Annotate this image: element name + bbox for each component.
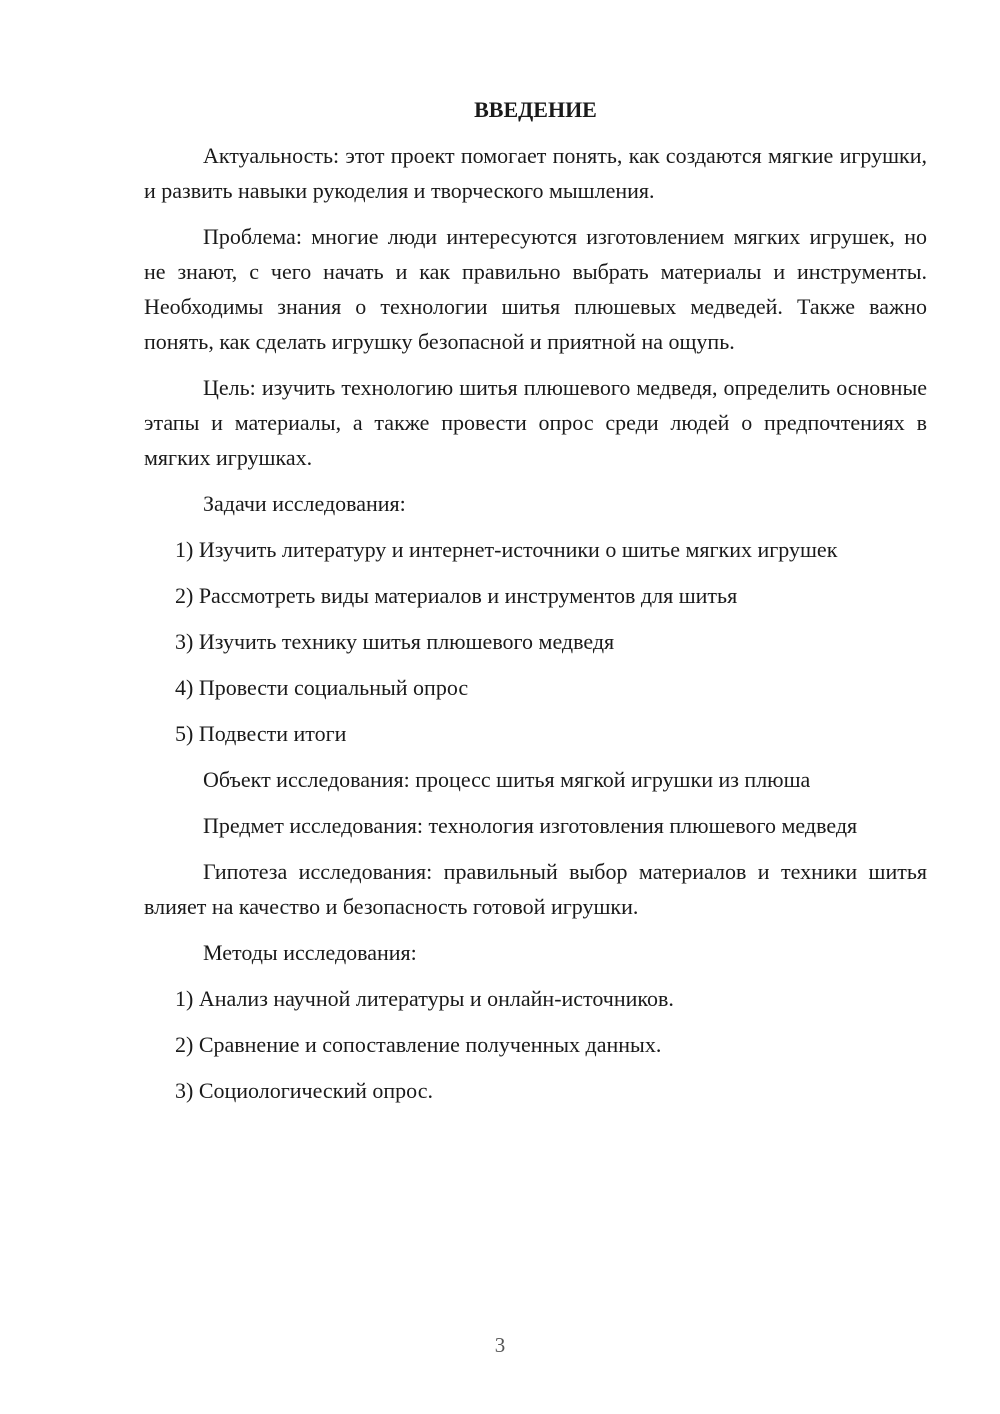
tasks-list	[144, 532, 927, 751]
methods-heading: Методы исследования:	[203, 940, 417, 965]
relevance-paragraph: Актуальность: этот проект помогает понять, как создаются мягкие игрушки, и развить навыки рукоделия и творческого мышления.	[144, 143, 927, 203]
object-line: Объект исследования: процесс шитья мягкой игрушки из плюша	[203, 767, 811, 792]
list-item: 4) Провести социальный опрос	[175, 675, 469, 700]
list-item: 5) Подвести итоги	[175, 721, 347, 746]
hypothesis-paragraph: Гипотеза исследования: правильный выбор материалов и техники шитья влияет на качество и безопасность готовой игрушки.	[144, 859, 927, 919]
methods-list	[144, 981, 927, 1108]
problem-paragraph: Проблема: многие люди интересуются изготовлением мягких игрушек, но не знают, с чего начать и как правильно выбрать материалы и инструменты. Необходимы знания о технологии шитья плюшевых медведей. Также важно понять, как сделать игрушку безопасной и приятной на ощупь.	[144, 224, 927, 354]
subject-paragraph: Предмет исследования: технология изготовления плюшевого медведя	[203, 813, 858, 838]
list-item: 1) Изучить литературу и интернет-источники о шитье мягких игрушек	[175, 537, 838, 562]
list-item: 3) Социологический опрос.	[175, 1078, 433, 1103]
list-item: 3) Изучить технику шитья плюшевого медведя	[175, 629, 615, 654]
list-item: 1) Анализ научной литературы и онлайн-источников.	[175, 986, 674, 1011]
page-number: 3	[494, 1333, 506, 1357]
document-page	[144, 92, 927, 1119]
section-title: ВВЕДЕНИЕ	[474, 97, 597, 122]
list-item: 2) Рассмотреть виды материалов и инструментов для шитья	[175, 583, 738, 608]
list-item: 2) Сравнение и сопоставление полученных данных.	[175, 1032, 662, 1057]
tasks-heading: Задачи исследования:	[203, 491, 406, 516]
goal-paragraph: Цель: изучить технологию шитья плюшевого медведя, определить основные этапы и материалы, а также провести опрос среди людей о предпочтениях в мягких игрушках.	[144, 375, 927, 470]
